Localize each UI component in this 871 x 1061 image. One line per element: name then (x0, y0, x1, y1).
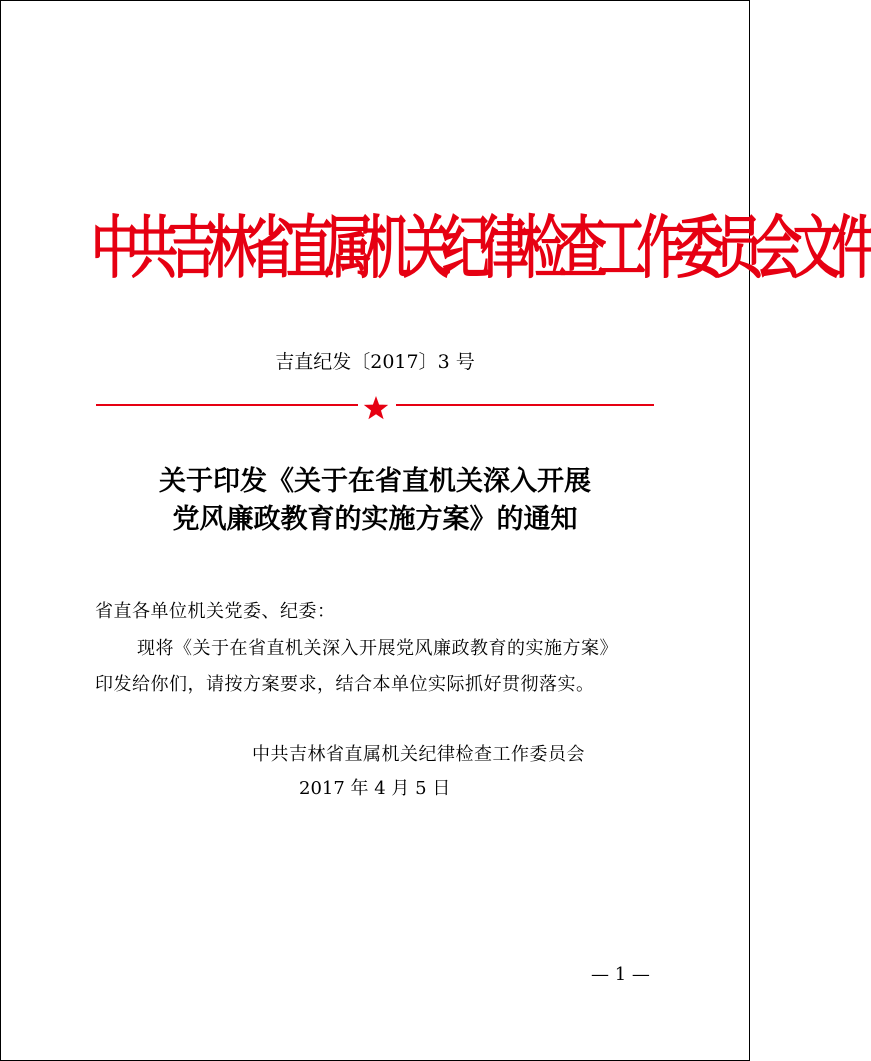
document-title-line2: 党风廉政教育的实施方案》的通知 (172, 504, 578, 535)
signature-date: 2017 年 4 月 5 日 (299, 778, 451, 799)
star-icon (363, 395, 389, 421)
issuer-header-title: 中共吉林省直属机关纪律检查工作委员会文件 (91, 209, 871, 289)
red-divider-right (396, 404, 654, 406)
document-title (1, 463, 749, 539)
addressee: 省直各单位机关党委、纪委： (95, 601, 336, 622)
signature-organization: 中共吉林省直属机关纪律检查工作委员会 (252, 744, 585, 765)
document-number: 吉直纪发〔2017〕3 号 (275, 351, 475, 373)
page-number: — 1 — (591, 964, 650, 985)
red-divider-left (96, 404, 358, 406)
body-paragraph-line1: 现将《关于在省直机关深入开展党风廉政教育的实施方案》 (137, 638, 618, 659)
body-paragraph-line2: 印发给你们，请按方案要求，结合本单位实际抓好贯彻落实。 (95, 674, 595, 695)
document-title-line1: 关于印发《关于在省直机关深入开展 (159, 466, 591, 497)
